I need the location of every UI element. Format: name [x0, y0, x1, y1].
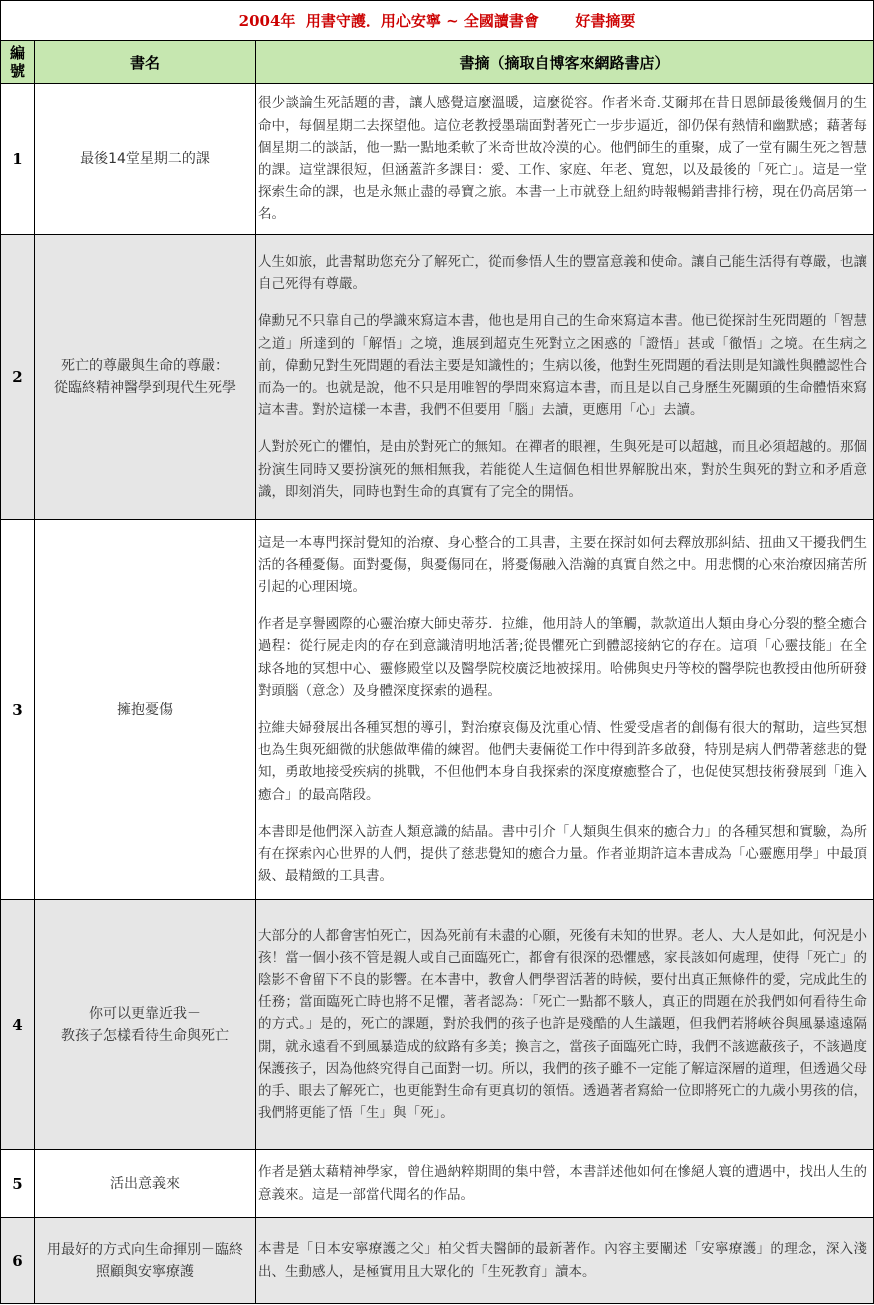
table-row [1, 84, 874, 235]
title-year: 2004年 [238, 12, 296, 30]
row-number: 3 [1, 520, 35, 900]
row-number: 6 [1, 1218, 35, 1304]
row-number: 1 [1, 84, 35, 235]
column-header-title: 書名 [35, 41, 256, 84]
table-row [1, 1218, 874, 1304]
row-number: 4 [1, 900, 35, 1150]
column-header-excerpt: 書摘（摘取自博客來網路書店） [256, 41, 874, 84]
book-excerpt: 人生如旅，此書幫助您充分了解死亡，從而參悟人生的豐富意義和使命。讓自己能生活得有尊嚴，也讓自己死得有尊嚴。 偉勳兄不只靠自己的學識來寫這本書，他也是用自己的生命來寫這本書。他已從探討生死問題的「智慧之道」所達到的「解悟」之境，進展到超克生死對立之困惑的「證悟」甚或「徹悟」之境。在生病之前，偉勳兄對生死問題的看法主要是知識性的；生病以後，他對生死問題的看法則是知識性與體認性合而為一的。也就是說，他不只是用唯智的學問來寫這本書，而且是以自己身歷生死關頭的生命體悟來寫這本書。對於這樣一本書，我們不但要用「腦」去讀，更應用「心」去讀。 人對於死亡的懼怕，是由於對死亡的無知。在禪者的眼裡，生與死是可以超越，而且必須超越的。那個扮演生同時又要扮演死的無相無我，若能從人生這個色相世界解脫出來，對於生與死的對立和矛盾意識，即刻消失，同時也對生命的真實有了完全的開悟。 [256, 235, 874, 520]
book-title: 最後14堂星期二的課 [35, 84, 256, 235]
table-header-row [1, 41, 874, 84]
column-header-number: 編 號 [1, 41, 35, 84]
table-row [1, 900, 874, 1150]
table-row [1, 235, 874, 520]
book-excerpt: 大部分的人都會害怕死亡，因為死前有未盡的心願，死後有未知的世界。老人、大人是如此，何況是小孩！當一個小孩不管是親人或自己面臨死亡，都會有很深的恐懼感，家長該如何處理，使得「死亡」的陰影不會留下不良的影響。在本書中，教會人們學習活著的時候，要付出真正無條件的愛，完成此生的任務；當面臨死亡時也將不足懼，著者認為：「死亡一點都不駭人，真正的問題在於我們如何看待生命的方式。」是的，死亡的課題，對於我們的孩子也許是殘酷的人生議題，但我們若將峽谷與風暴遠遠隔開，就永遠看不到風暴造成的紋路有多美；換言之，當孩子面臨死亡時，我們不該遮蔽孩子，不該過度保護孩子，因為他終究得自己面對一切。所以，我們的孩子雖不一定能了解這深層的道理，但透過父母的手、眼去了解死亡，也更能對生命有更真切的領悟。透過著者寫給一位即將死亡的九歲小男孩的信，我們將更能了悟「生」與「死」。 [256, 900, 874, 1150]
row-number: 2 [1, 235, 35, 520]
title-main: 用書守護．用心安寧 ~ 全國讀書會 [305, 12, 539, 30]
book-title: 你可以更靠近我－ 教孩子怎樣看待生命與死亡 [35, 900, 256, 1150]
book-excerpt: 作者是猶太藉精神學家，曾住過納粹期間的集中營，本書詳述他如何在慘絕人寰的遭遇中，找出人生的意義來。這是一部當代聞名的作品。 [256, 1150, 874, 1218]
book-excerpt: 本書是「日本安寧療護之父」柏父哲夫醫師的最新著作。內容主要闡述「安寧療護」的理念，深入淺出、生動感人，是極實用且大眾化的「生死教育」讀本。 [256, 1218, 874, 1304]
book-title: 活出意義來 [35, 1150, 256, 1218]
book-title: 擁抱憂傷 [35, 520, 256, 900]
book-title: 用最好的方式向生命揮別－臨終 照顧與安寧療護 [35, 1218, 256, 1304]
book-excerpt: 很少談論生死話題的書，讓人感覺這麼溫暖，這麼從容。作者米奇.艾爾邦在昔日恩師最後幾個月的生命中，每個星期二去探望他。這位老教授墨瑞面對著死亡一步步逼近，卻仍保有熱情和幽默感；藉著每個星期二的談話，他一點一點地柔軟了米奇世故冷漠的心。他們師生的重聚，成了一堂有關生死之智慧的課。這堂課很短，但涵蓋許多課目：愛、工作、家庭、年老、寬恕，以及最後的「死亡」。這是一堂探索生命的課，也是永無止盡的尋寶之旅。本書一上市就登上紐約時報暢銷書排行榜，現在仍高居第一名。 [256, 84, 874, 235]
table-row [1, 520, 874, 900]
page-title [1, 1, 874, 41]
title-tail: 好書摘要 [575, 12, 636, 30]
table-row [1, 1150, 874, 1218]
row-number: 5 [1, 1150, 35, 1218]
book-excerpt: 這是一本專門探討覺知的治療、身心整合的工具書，主要在探討如何去釋放那糾結、扭曲又干擾我們生活的各種憂傷。面對憂傷，與憂傷同在，將憂傷融入浩瀚的真實自然之中。用悲憫的心來治療因痛苦所引起的心理困境。 作者是享譽國際的心靈治療大師史蒂芬．拉維，他用詩人的筆觸，款款道出人類由身心分裂的整全癒合過程：從行屍走肉的存在到意識清明地活著;從畏懼死亡到體認接納它的存在。這項「心靈技能」在全球各地的冥想中心、靈修殿堂以及醫學院校廣泛地被採用。哈佛與史丹等校的醫學院也教授由他所研發對頭腦（意念）及身體深度探索的過程。 拉維夫婦發展出各種冥想的導引，對治療哀傷及沈重心情、性愛受虐者的創傷有很大的幫助，這些冥想也為生與死細微的狀態做準備的練習。他們夫妻倆從工作中得到許多啟發，特別是病人們帶著慈悲的覺知，勇敢地接受疾病的挑戰，不但他們本身自我探索的深度療癒整合了，也促使冥想技術發展到「進入癒合」的最高階段。 本書即是他們深入訪查人類意識的結晶。書中引介「人類與生俱來的癒合力」的各種冥想和實驗，為所有在探索內心世界的人們，提供了慈悲覺知的癒合力量。作者並期許這本書成為「心靈應用學」中最頂級、最精緻的工具書。 [256, 520, 874, 900]
book-title: 死亡的尊嚴與生命的尊嚴： 從臨終精神醫學到現代生死學 [35, 235, 256, 520]
